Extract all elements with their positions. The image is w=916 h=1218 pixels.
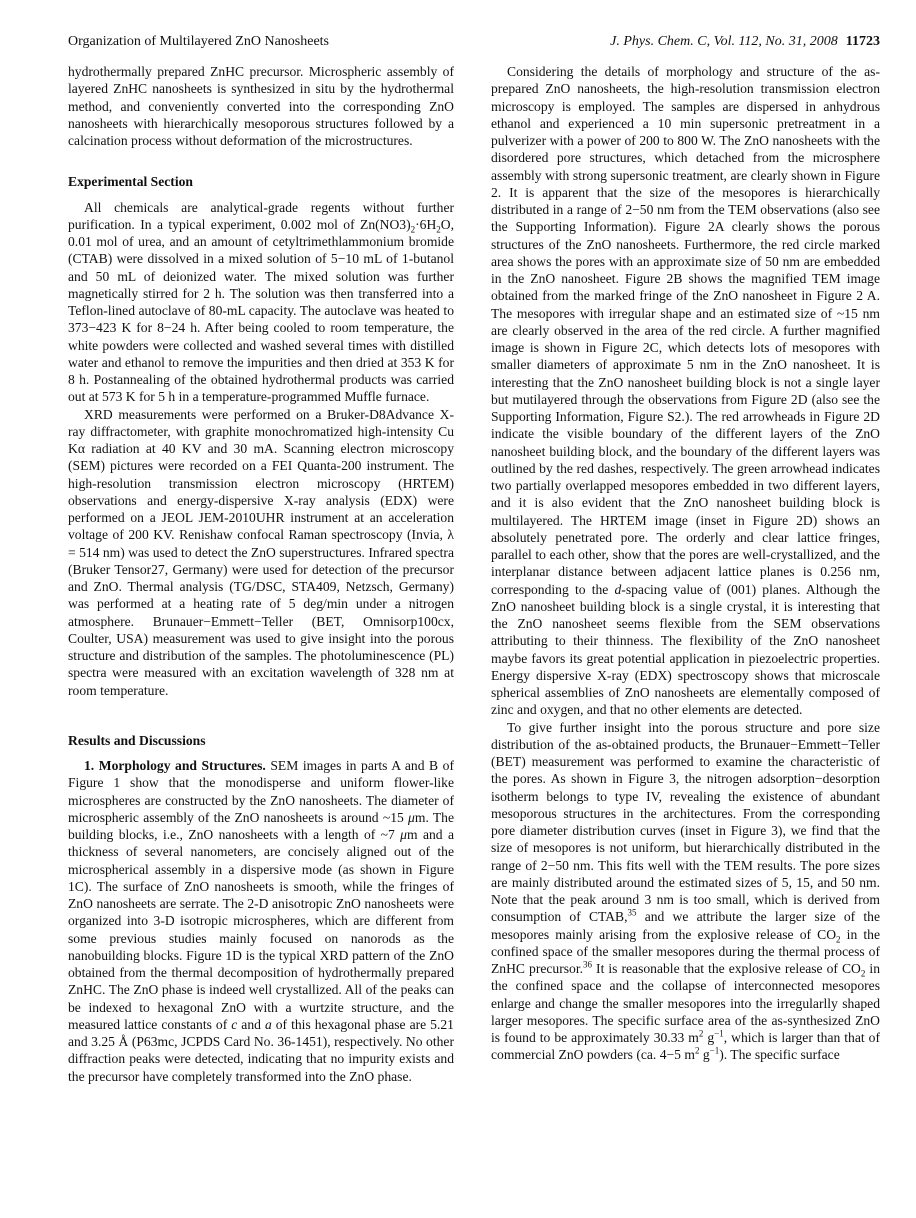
text: ). The specific surface [719, 1047, 840, 1063]
text: Considering the details of morphology and structure of the as-prepared ZnO nanosheets, the high-resolution transmission electron microscopy is employed. The samples are dispersed in anhydrous ethanol and experienced a 10 min supersonic pretreatment in a pulverizer with a power of 200 to 800 W. The ZnO nanosheets with the disordered pore structures, which detached from the microsphere assembly with strong supersonic treatment, are clearly shown in Figure 2. It is apparent that the size of the mesopores is hierarchically distributed in a range of 2−50 nm from the TEM observations (also see the Supporting Information). Figure 2A clearly shows the porous structures of the ZnO nanosheets. Furthermore, the red circle marked area shows the pores with an approximate size of 50 nm are embedded in the ZnO nanosheet. Figure 2B shows the magnified TEM image obtained from the marked fringe of the ZnO nanosheet in Figure 2 A. The mesopores with irregular shape and an estimated size of ~15 nm are clearly observed in the area of the red circle. A further magnified image is shown in Figure 2C, which detects lots of mesopores with smaller diameters of approximate 5 nm in the ZnO nanosheet. It is interesting that the ZnO nanosheet building block is not a single layer but mutilayered through the observations from Figure 2D (also see the Supporting Information, Figure S2.). The red arrowheads in Figure 2D indicate the visible boundary of the different layers of the ZnO nanosheet building block, and the boundary of the different layers was outlined by the red dashes, respectively. The green arrowhead indicates two partially overlapped mesopores embedded in two different layers, and it is also evident that the ZnO nanosheet building block is multilayered. The HRTEM image (inset in Figure 2D) shows an absolutely penetrated pore. The orderly and clear lattice fringes, parallel to each other, show that the pores are well-crystallized, and the interplanar distance between adjacent lattice planes is 0.256 nm, corresponding to the [491, 64, 880, 597]
subscript: 2 [436, 224, 441, 235]
text: SEM images in parts A and B of Figure 1 show that the monodisperse and uniform flower-like microspheres are constructed by the ZnO nanosheets. The diameter of microspheric assembly of the ZnO nanosheets is around ~15 [68, 758, 454, 825]
text: in the confined space of the smaller mesopores during the thermal process of ZnHC precursor. [491, 926, 880, 976]
superscript: 2 [698, 1028, 704, 1039]
text: g [703, 1030, 715, 1045]
superscript: −1 [709, 1045, 720, 1056]
intro-continuation: hydrothermally prepared ZnHC precursor. Microspheric assembly of layered ZnHC nanosheets is synthesized in situ by the hydrothermal method, and conveniently converted into the corresponding ZnO nanosheets with hierarchically mesoporous structures followed by a calcination process without deformation of the microstructures. [68, 64, 454, 148]
text: To give further insight into the porous structure and pore size distribution of the as-obtained products, the Brunauer−Emmett−Teller (BET) measurement was performed to examine the characteristic of the pores. As shown in Figure 3, the nitrogen adsorption−desorption isotherm belongs to type IV, revealing the existence of abundant mesoporous structures in the architectures. From the corresponding pore diameter distribution curves (inset in Figure 3), we find that the size of mesopores is not uniform, but hierarchically distributed in the range of 2−50 nm. This fits well with the TEM results. The pore sizes are mainly distributed around the estimated sizes of 5, 15, and 50 nm. Note that the peak around 3 nm is too small, which is derived from consumption of CTAB, [491, 719, 880, 925]
mu-symbol: μ [400, 827, 407, 842]
subscript: 2 [410, 224, 416, 235]
text: All chemicals are analytical-grade regents without further purification. In a typical experiment, 0.002 mol of Zn(NO3) [68, 199, 454, 232]
text: O, 0.01 mol of urea, and an amount of cetyltrimethlammonium bromide (CTAB) were dissolved in a mixed solution of 5−10 mL of 1-butanol and 50 mL of deionized water. The mixed solution was further magnetically stirred for 2 h. The solution was then transferred into a Teflon-lined autoclave of 80-mL capacity. The autoclave was heated to 373−423 K for 8−24 h. After being cooled to room temperature, the white powders were collected and washed several times with distilled water and ethanol to remove the impurities and then dried at 353 K for 8 h. Postannealing of the obtained hydrothermal products was carried out at 573 K for 5 h in a temperature-programmed Muffle furnace. [68, 216, 454, 405]
text: It is reasonable that the explosive release of CO [592, 961, 861, 976]
subscript: 2 [860, 968, 866, 979]
variable-a: a [264, 1016, 272, 1032]
text: , which is larger than that of commercial ZnO powders (ca. 4−5 m [491, 1030, 880, 1063]
page-number: 11723 [845, 34, 880, 49]
reference-35[interactable]: 35 [627, 907, 637, 918]
subscript: 2 [836, 934, 841, 945]
results-heading: Results and Discussions [68, 732, 206, 748]
journal-citation [610, 34, 880, 50]
tem-paragraph [491, 63, 880, 719]
text: m. The building blocks, i.e., ZnO nanosheets with a length of ~7 [68, 809, 454, 842]
right-column [491, 63, 880, 1064]
text: m and a thickness of several nanometers, are concisely aligned out of the microspherical assembly in a dispersive mode (as shown in Figure 1C). The surface of ZnO nanosheets is smooth, while the fringes of ZnO nanosheets are serrate. The 2-D anisotropic ZnO nanosheets were organized into 3-D isotropic microspheres, which are different from some previous studies mainly focused on nanorods as the nanobuilding blocks. Figure 1D is the typical XRD pattern of the ZnO obtained from the thermal decomposition of hydrothermally prepared ZnHC. The ZnO phase is indeed well crystallized. All of the peaks can be indexed to hexagonal ZnO with a wurtzite structure, and the measured lattice constants of [68, 827, 454, 1032]
experimental-heading: Experimental Section [68, 174, 193, 190]
text: of this hexagonal phase are 5.21 and 3.25 Å (P63mc, JCPDS Card No. 36-1451), respectively. No other diffraction peaks were detected, indicating that no impurity exists and the precursor have completely transformed into the ZnO phase. [68, 1016, 454, 1084]
superscript: −1 [714, 1028, 724, 1039]
experimental-paragraph-2: XRD measurements were performed on a Bruker-D8Advance X-ray diffractometer, with graphite monochromatized high-intensity Cu Kα radiation at 40 KV and 30 mA. Scanning electron microscopy (SEM) pictures were recorded on a FEI Quanta-200 instrument. The high-resolution transmission electron microscopy (HRTEM) observations and energy-dispersive X-ray analysis (EDX) were performed on a JEOL JEM-2010UHR instrument at an acceleration voltage of 200 KV. Renishaw confocal Raman spectroscopy (Invia, λ = 514 nm) was used to detect the ZnO superstructures. Infrared spectra (Bruker Tensor27, Germany) were used for detection of the precursor and ZnO. Thermal analysis (TG/DSC, STA409, Netzsch, Germany) was performed at a heating rate of 5 deg/min under a nitrogen atmosphere. Brunauer−Emmett−Teller (BET, Omnisorp100cx, Coulter, USA) measurement was used to give insight into the porous structure and distribution of the samples. The photoluminescence (PL) spectra were measured with an excitation wavelength of 328 nm at room temperature. [68, 406, 454, 698]
text: -spacing value of (001) planes. Although the ZnO nanosheet building block is a single crystal, it is interesting that the ZnO nanosheet seems flexible from the SEM observations attributing to their thinness. The flexibility of the ZnO nanosheet maybe favors its great potential application in piezoelectric properties. Energy dispersive X-ray (EDX) spectroscopy shows that microscale spherical assemblies of ZnO nanosheets are elementally composed of zinc and oxygen, and that no other elements are detected. [491, 581, 880, 718]
text: g [699, 1047, 710, 1063]
variable-d: d [614, 581, 622, 597]
page-header [68, 34, 880, 52]
mu-symbol: μ [408, 809, 415, 825]
text: and we attribute the larger size of the mesopores mainly arising from the explosive release of CO [491, 909, 880, 942]
text: in the confined space and the collapse of interconnected mesopores enlarge and change the smaller mesopores into the irregularlly shaped larger mesopores. The specific surface area of the as-synthesized ZnO is found to be approximately 30.33 m [491, 961, 880, 1045]
superscript: 2 [694, 1045, 700, 1056]
text: and [237, 1016, 265, 1032]
left-column [68, 63, 454, 1085]
subsection-runin-heading: 1. Morphology and Structures. [84, 758, 266, 773]
journal-name: J. Phys. Chem. C, Vol. 112, No. 31, 2008 [610, 34, 838, 49]
bet-paragraph [491, 719, 880, 1064]
running-title: Organization of Multilayered ZnO Nanosheets [68, 34, 330, 49]
text: ·6H [415, 216, 437, 232]
experimental-paragraph-1 [68, 199, 454, 406]
results-paragraph-1 [68, 757, 454, 1085]
variable-c: c [231, 1016, 238, 1032]
reference-36[interactable]: 36 [583, 959, 592, 970]
